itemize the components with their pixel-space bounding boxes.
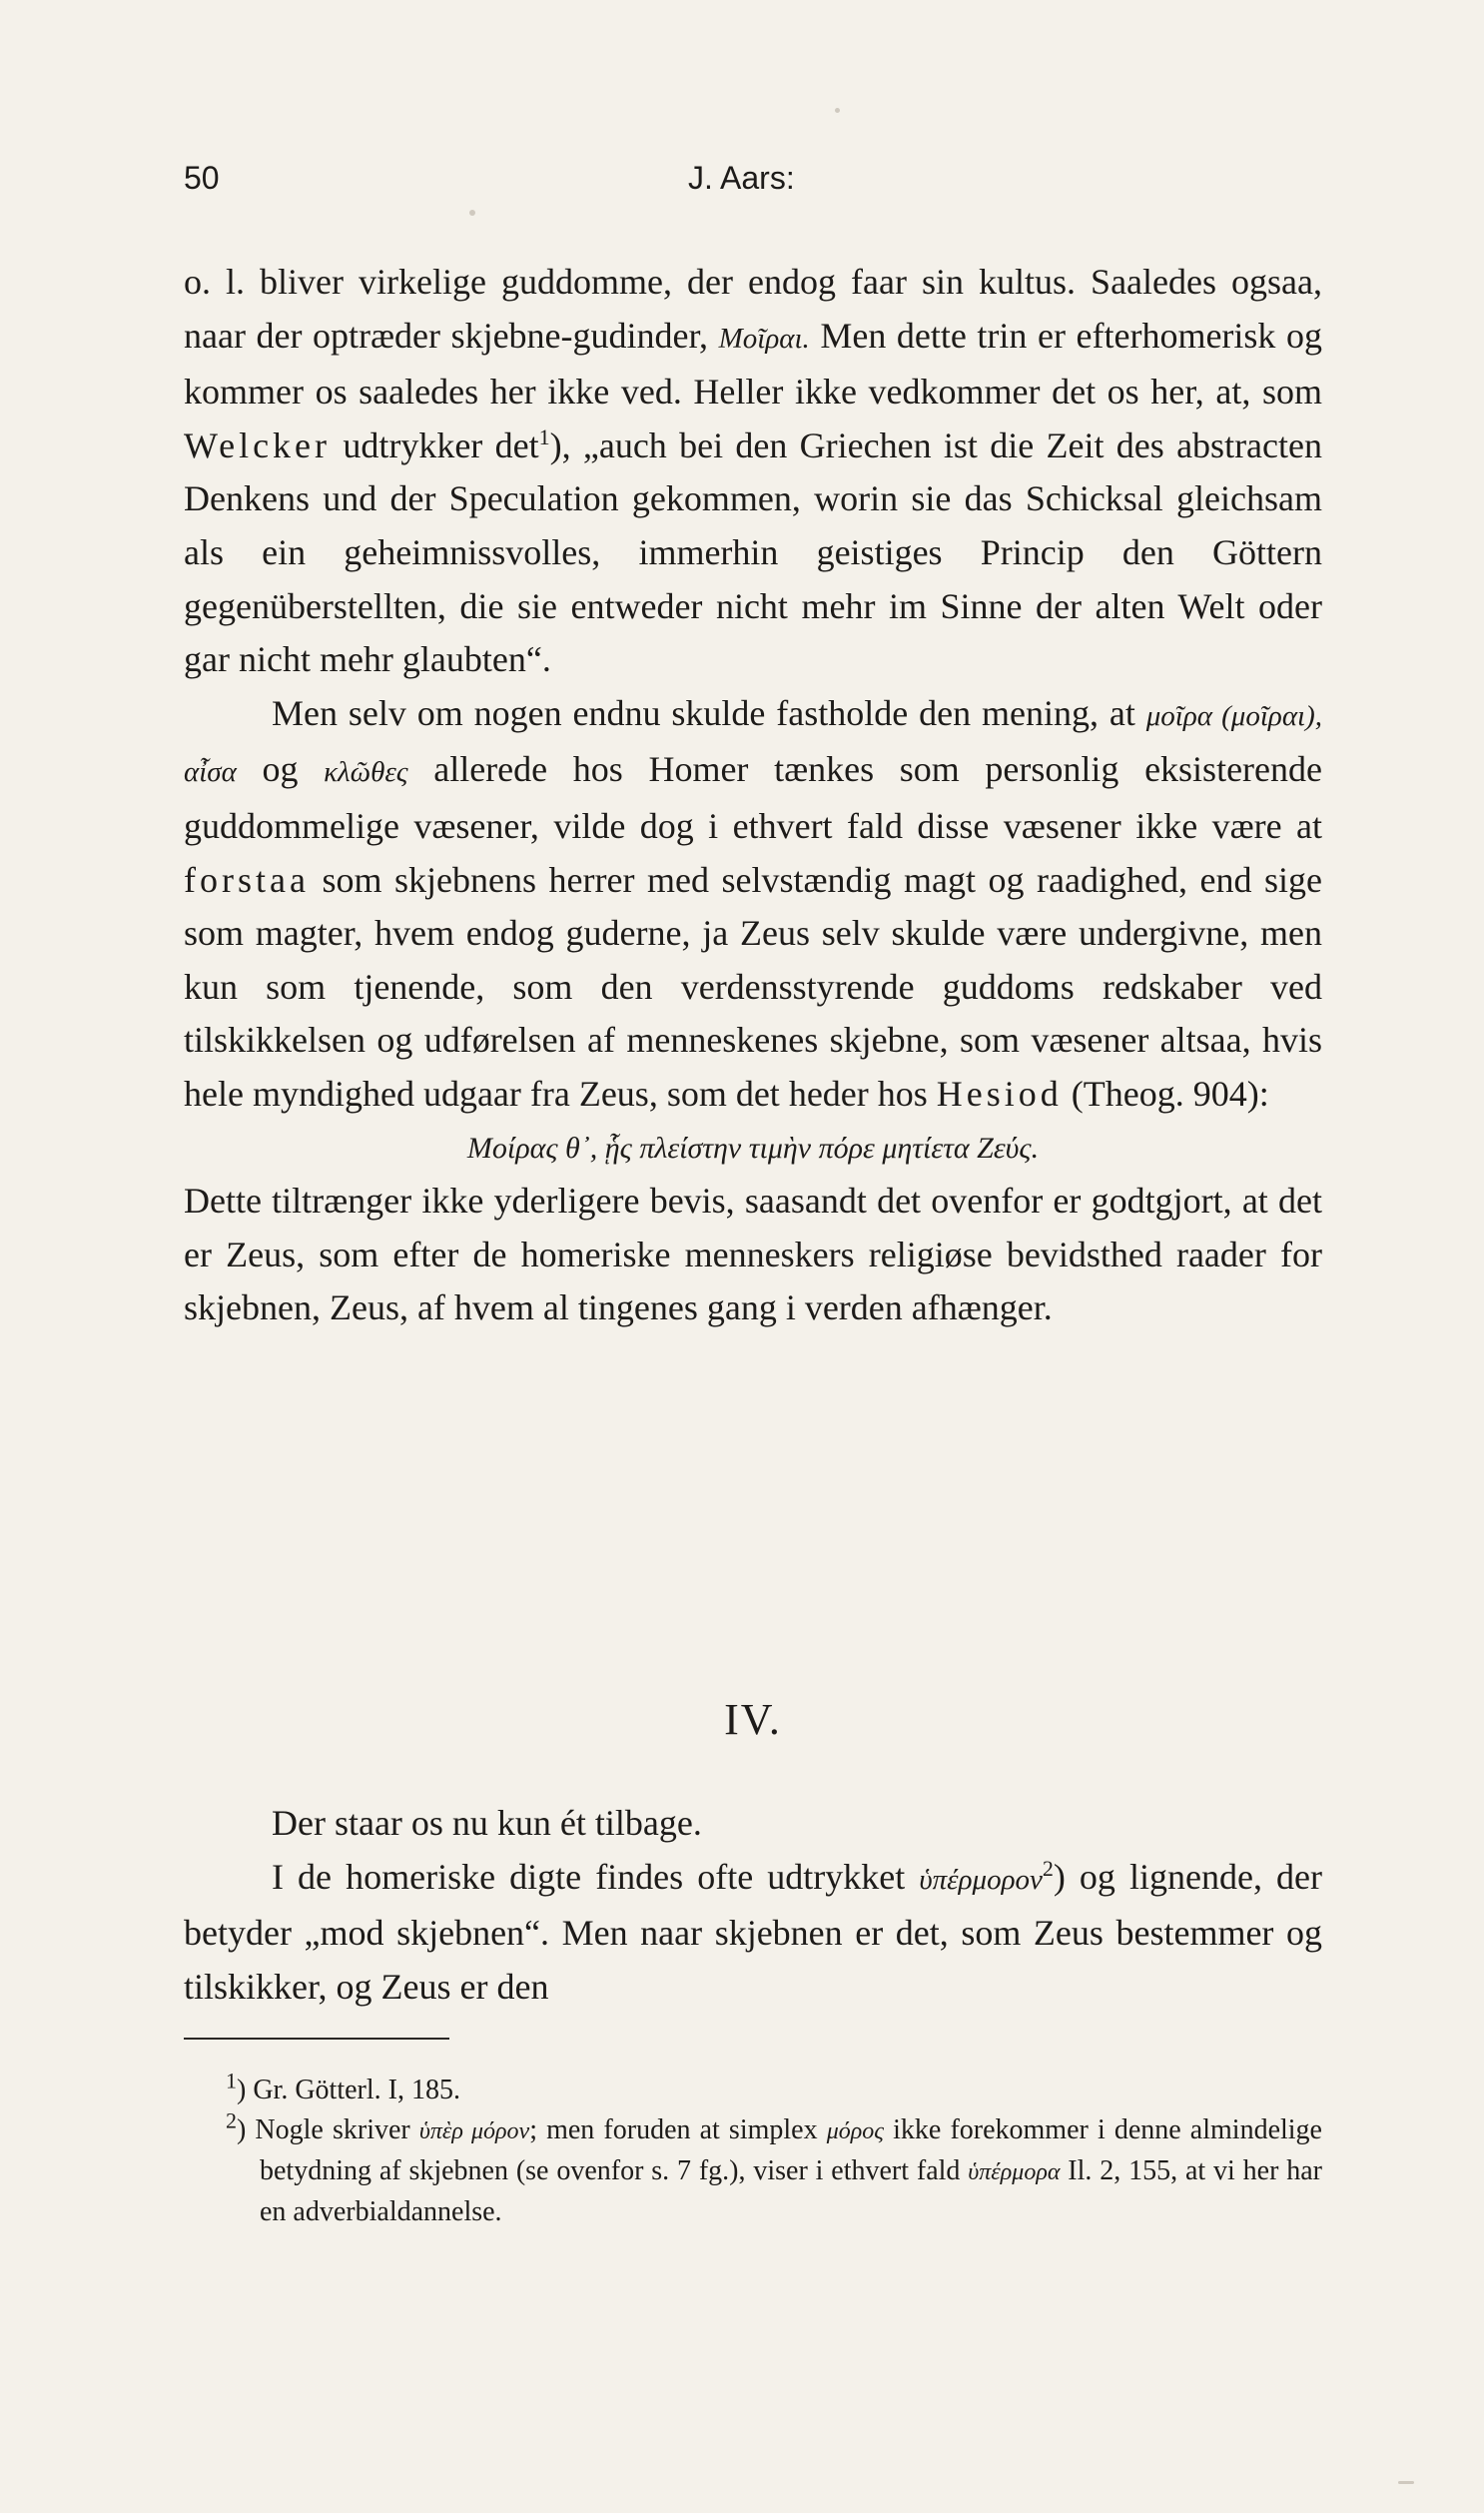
footnote-1 bbox=[184, 2068, 1322, 2110]
footnote-mark: 2 bbox=[226, 2107, 237, 2133]
footnote-2 bbox=[184, 2107, 1323, 2232]
paragraph-1-text-d: ), „auch bei den Griechen ist die Zeit des abstracten Denkens und der Speculation gekommen, worin sie das Schicksal gleichsam als ein geheimnissvolles, immerhin geistiges Princip den Göttern gegenüberstellten, die sie entweder nicht mehr im Sinne der alten Welt oder gar nicht mehr glaubten“. bbox=[184, 424, 1322, 680]
emphasized-word: forstaa bbox=[184, 859, 310, 900]
running-head bbox=[184, 160, 1322, 210]
footnote-ref-1[interactable]: 1 bbox=[538, 423, 550, 449]
footnote-1-text: ) Gr. Götterl. I, 185. bbox=[237, 2075, 460, 2105]
footnote-ref-2[interactable]: 2 bbox=[1042, 1855, 1054, 1881]
paragraph-1-text-b: Men dette trin er efterhomerisk og kommer os saaledes her ikke ved. Heller ikke vedkommer det os her, at, som bbox=[184, 315, 1322, 413]
paper-speck bbox=[835, 108, 840, 113]
footnote-2-text-d: Il. 2, 155, at vi her har en adverbialdannelse. bbox=[260, 2155, 1323, 2227]
footnotes bbox=[184, 2068, 1323, 2232]
author-name: Hesiod bbox=[936, 1073, 1063, 1114]
paper-speck bbox=[469, 210, 475, 216]
footnote-divider bbox=[184, 2038, 449, 2040]
greek-term: ὑπέρμορα bbox=[968, 2159, 1061, 2185]
section-paragraph-2-text-b: ) og lignende, der betyder „mod skjebnen“. Men naar skjebnen er det, som Zeus bestemmer og tilskikker, og Zeus er den bbox=[184, 1856, 1323, 2007]
paragraph-2-text-c: allerede hos Homer tænkes som personlig eksisterende guddommelige væsener, vilde dog i ethvert fald disse væsener ikke være at bbox=[184, 749, 1322, 846]
paragraph-2-text-e: (Theog. 904): bbox=[1062, 1073, 1269, 1114]
author-name: Welcker bbox=[184, 424, 332, 465]
paragraph-3: Dette tiltrænger ikke yderligere bevis, saasandt det ovenfor er godtgjort, at det er Zeus, som efter de homeriske menneskers religiøse bevidsthed raader for skjebnen, Zeus, af hvem al tingenes gang i verden afhænger. bbox=[184, 1181, 1322, 1328]
main-text bbox=[184, 256, 1322, 1335]
greek-term: μόρος bbox=[826, 2118, 885, 2144]
greek-term: Μοῖραι. bbox=[718, 322, 810, 355]
paragraph-2 bbox=[184, 687, 1322, 1122]
footnote-2-text-c: ikke forekommer i denne almindelige betydning af skjebnen (se ovenfor s. 7 fg.), viser i ethvert fald bbox=[260, 2114, 1322, 2186]
paragraph-1-text-a: o. l. bliver virkelige guddomme, der endog faar sin kultus. Saaledes ogsaa, naar der optræder skjebne-gudinder, bbox=[184, 262, 1322, 356]
paragraph-2-text-a: Men selv om nogen endnu skulde fastholde den mening, at bbox=[272, 692, 1146, 733]
running-title: J. Aars: bbox=[688, 160, 795, 196]
greek-term: κλῶθες bbox=[324, 756, 408, 789]
greek-verse-quote: Μοίρας θ᾽, ᾗς πλείστην τιμὴν πόρε μητίετα Ζεύς. bbox=[466, 1131, 1040, 1165]
section-heading: IV. bbox=[724, 1695, 782, 1744]
section-text bbox=[184, 1797, 1322, 2014]
greek-term: ὑπέρμορον bbox=[919, 1863, 1043, 1896]
greek-term: μοῖρα (μοῖραι), αἶσα bbox=[184, 699, 1323, 789]
paragraph-2-text-b: og bbox=[236, 749, 325, 790]
footnote-2-text-a: ) Nogle skriver bbox=[237, 2114, 419, 2145]
paragraph-2-text-d: som skjebnens herrer med selvstændig magt og raadighed, end sige som magter, hvem endog guderne, ja Zeus selv skulde være undergivne, men kun som tjenende, som den verdensstyrende guddoms redskaber ved tilskikkelsen og udførelsen af menneskenes skjebne, som væsener altsaa, hvis hele myndighed udgaar fra Zeus, som det heder hos bbox=[184, 859, 1322, 1114]
footnote-mark: 1 bbox=[226, 2068, 237, 2094]
paper-speck bbox=[1398, 2481, 1414, 2484]
paragraph-1-text-c: udtrykker det bbox=[331, 424, 539, 465]
section-paragraph-1: Der staar os nu kun ét tilbage. bbox=[272, 1803, 702, 1843]
paragraph-1 bbox=[184, 256, 1322, 687]
greek-term: ὑπὲρ μόρον bbox=[418, 2118, 530, 2144]
page-number: 50 bbox=[184, 160, 220, 196]
section-paragraph-2-text-a: I de homeriske digte findes ofte udtrykket bbox=[272, 1856, 920, 1897]
footnote-2-text-b: ; men foruden at simplex bbox=[529, 2114, 827, 2145]
section-paragraph-2 bbox=[184, 1851, 1322, 2015]
